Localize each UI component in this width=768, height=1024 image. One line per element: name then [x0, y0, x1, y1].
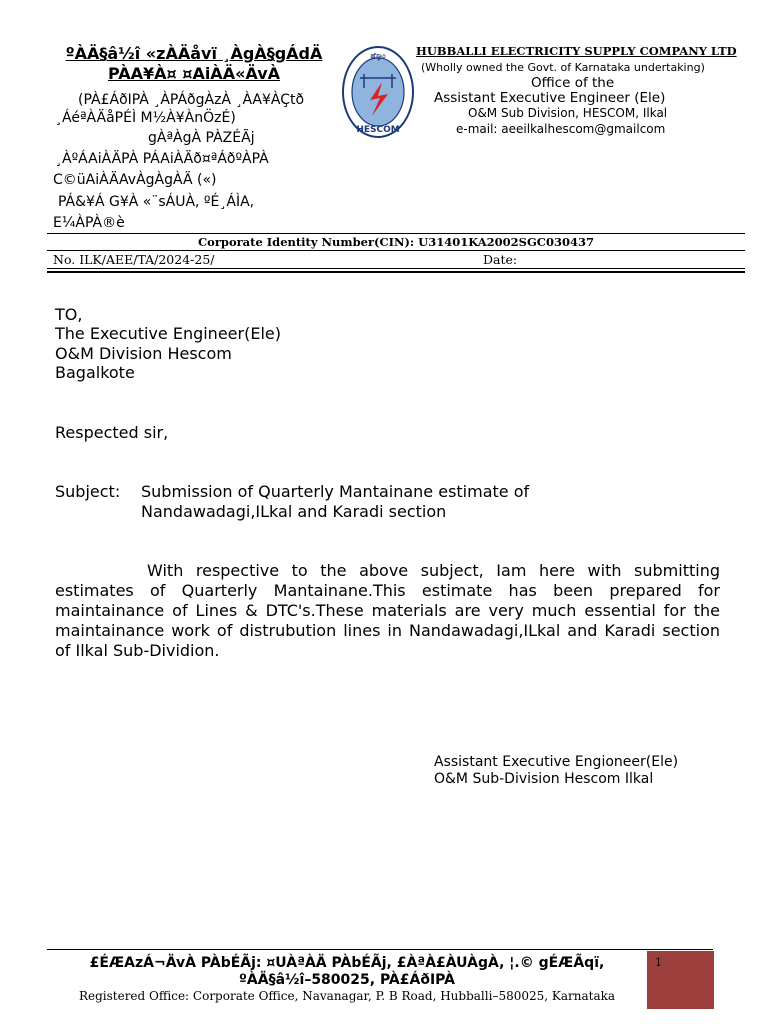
address-line-3: Bagalkote — [55, 363, 135, 382]
logo-top-text: ಹೆಸ್ಕಾಂ — [370, 52, 386, 60]
address-to: TO, — [55, 305, 83, 324]
footer-kannada-line-1: £ÉÆAzÁ¬ÄvÀ PÀbÉÃj: ¤UÀªÀÄ PÀbÉÃj, £ÀªÀ£ÀUÀgÀ, ¦.© gÉÆÃqï, — [89, 955, 605, 971]
subject-label: Subject: — [55, 482, 121, 501]
subject-line-1: Submission of Quarterly Mantainane estimate of — [141, 482, 530, 501]
address-line-1: The Executive Engineer(Ele) — [55, 324, 281, 343]
address-line-2: O&M Division Hescom — [55, 344, 232, 363]
header-rule-bottom-1 — [47, 268, 745, 269]
kannada-line-7: E¼ÀPÀ®è — [53, 215, 125, 231]
page-number: 1 — [655, 956, 662, 969]
reference-number: No. ILK/AEE/TA/2024-25/ — [53, 252, 215, 267]
company-subtitle: (Wholly owned the Govt. of Karnataka undertaking) — [421, 61, 705, 74]
subject-line-2: Nandawadagi,ILkal and Karadi section — [141, 502, 447, 521]
kannada-line-4: ¸ÀºÁAiÀÄPÀ PÁAiÀÄð¤ªÁðºÀPÀ — [55, 151, 269, 167]
kannada-title-line-2: PÀA¥À¤ ¤AiÀÄ«ÄvÀ — [107, 64, 281, 83]
division-address: O&M Sub Division, HESCOM, Ilkal — [468, 106, 668, 120]
header-rule-bottom-2 — [47, 271, 745, 273]
salutation: Respected sir, — [55, 423, 169, 442]
office-title: Assistant Executive Engineer (Ele) — [434, 90, 666, 106]
kannada-line-1: (PÀ£ÁðIPÀ ¸ÀPÁðgÀzÀ ¸ÀA¥ÀÇtð — [78, 92, 305, 108]
footer-registered-office: Registered Office: Corporate Office, Navanagar, P. B Road, Hubballi–580025, Karnataka — [78, 989, 616, 1003]
signature-title: Assistant Executive Engioneer(Ele) — [434, 754, 679, 770]
body-paragraph: With respective to the above subject, Iam here with submitting estimates of Quarterly Mantainane.This estimate has been prepared for maintainance of Lines & DTC's.These materials are very much essential for the maintainance work of distrubution lines in Nandawadagi,ILkal and Karadi section of Ilkal Sub-Dividion. — [55, 561, 720, 660]
kannada-line-6: PÁ&¥Á G¥À «¨sÁUÀ, ºÉ¸ÁÌA, — [58, 194, 255, 210]
footer-kannada-line-2: ºÀÄ§â½î–580025, PÀ£ÁðIPÀ — [239, 972, 455, 988]
kannada-line-3: gÀªÀgÀ PÀZÉÃj — [148, 130, 255, 146]
header-rule-mid — [47, 250, 745, 251]
date-label: Date: — [483, 252, 518, 267]
cin-number: Corporate Identity Number(CIN): U31401KA2002SGC030437 — [198, 235, 594, 249]
office-of-label: Office of the — [531, 75, 615, 91]
email-address: e-mail: aeeilkalhescom@gmailcom — [456, 122, 666, 136]
footer-rule — [47, 949, 713, 950]
kannada-line-5: C©üAiÀÄAvÀgÀgÀÄ («) — [53, 172, 217, 188]
footer-kannada-address — [47, 955, 647, 989]
kannada-title-line-1: ºÀÄ§â½î «zÀÄåvï ¸ÀgÀ§gÁdÄ — [65, 44, 323, 63]
header-rule-top — [47, 233, 745, 234]
hescom-logo-icon — [340, 44, 416, 140]
company-name: HUBBALLI ELECTRICITY SUPPLY COMPANY LTD — [416, 44, 737, 58]
kannada-company-title — [46, 44, 342, 84]
page-number-box — [647, 951, 714, 1009]
hescom-logo — [340, 44, 416, 140]
signature-office: O&M Sub-Division Hescom Ilkal — [434, 771, 654, 787]
kannada-line-2: ¸ÁéªÀÄåPÉÌ M½À¥ÀnÖzÉ) — [55, 110, 236, 126]
logo-hescom-text: HESCOM — [356, 125, 400, 135]
